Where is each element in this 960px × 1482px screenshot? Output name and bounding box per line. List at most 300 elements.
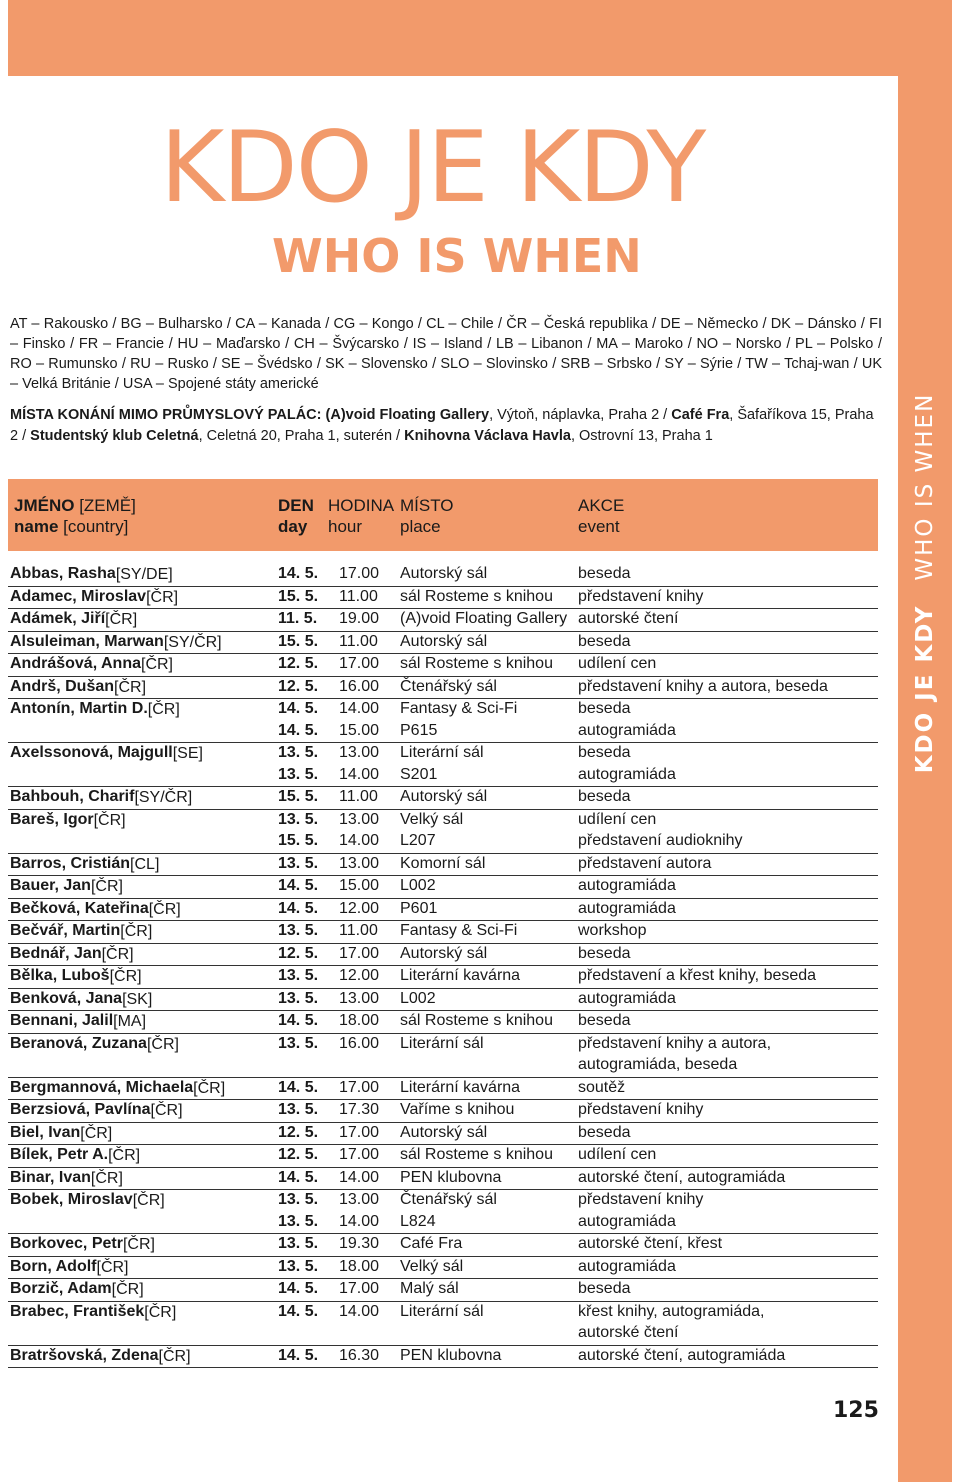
table-row-line bbox=[8, 1346, 878, 1368]
header-event-en: event bbox=[578, 517, 620, 536]
table-row bbox=[8, 587, 878, 610]
event-type: představení knihy a autora, bbox=[578, 1034, 772, 1052]
event-hour: 14.00 bbox=[339, 765, 380, 783]
table-row bbox=[8, 677, 878, 700]
author-surname-first: Bělka, Luboš bbox=[10, 967, 110, 984]
event-place: sál Rosteme s knihou bbox=[400, 587, 553, 605]
event-hour: 17.00 bbox=[339, 1123, 380, 1141]
table-row bbox=[8, 876, 878, 899]
table-row-line bbox=[8, 899, 878, 921]
event-day: 13. 5. bbox=[278, 1101, 319, 1118]
event-day: 13. 5. bbox=[278, 922, 319, 939]
author-country: [ČR] bbox=[146, 1035, 179, 1053]
event-day: 15. 5. bbox=[278, 832, 319, 849]
table-row bbox=[8, 1234, 878, 1257]
table-row bbox=[8, 989, 878, 1012]
author-name bbox=[10, 1078, 226, 1097]
event-hour: 12.00 bbox=[339, 967, 380, 984]
event-day: 15. 5. bbox=[278, 788, 319, 805]
author-surname-first: Bednář, Jan bbox=[10, 944, 102, 962]
side-label-en: WHO IS WHEN bbox=[912, 392, 938, 581]
event-place: Literární kavárna bbox=[400, 967, 521, 984]
event-day: 14. 5. bbox=[278, 721, 319, 739]
event-place: P601 bbox=[400, 899, 438, 917]
event-hour: 11.00 bbox=[339, 587, 378, 605]
table-row-line bbox=[8, 1145, 878, 1167]
side-label-cz: KDO JE KDY bbox=[912, 604, 938, 774]
author-country: [ČR] bbox=[93, 811, 126, 829]
header-name-en: name [country] bbox=[14, 517, 129, 536]
event-type: udílení cen bbox=[578, 655, 657, 672]
event-type: autogramiáda bbox=[578, 1257, 676, 1275]
header-hour: HODINA bbox=[328, 496, 395, 515]
side-label bbox=[898, 76, 952, 1482]
event-day: 12. 5. bbox=[278, 1146, 319, 1163]
event-place: PEN klubovna bbox=[400, 1346, 502, 1364]
author-name bbox=[10, 1191, 165, 1209]
author-name bbox=[10, 655, 173, 673]
author-name bbox=[10, 1346, 191, 1365]
event-day: 14. 5. bbox=[278, 565, 319, 582]
table-row-line bbox=[8, 989, 878, 1011]
author-country: [ČR] bbox=[120, 923, 153, 940]
author-country: [ČR] bbox=[90, 878, 123, 895]
table-row-line bbox=[8, 609, 878, 631]
author-name bbox=[10, 967, 142, 985]
table-row-line bbox=[8, 1323, 878, 1345]
table-row-line bbox=[8, 1257, 878, 1279]
author-surname-first: Berzsiová, Pavlína bbox=[10, 1101, 151, 1118]
author-country: [ČR] bbox=[158, 1347, 191, 1365]
table-row-line bbox=[8, 787, 878, 809]
author-name bbox=[10, 922, 153, 940]
event-day: 13. 5. bbox=[278, 1191, 319, 1208]
event-type: udílení cen bbox=[578, 1146, 657, 1163]
author-country: [ČR] bbox=[80, 1124, 113, 1142]
header-place: MÍSTO bbox=[400, 496, 454, 515]
author-country: [ČR] bbox=[141, 656, 173, 673]
event-hour: 13.00 bbox=[339, 744, 380, 761]
table-row bbox=[8, 1168, 878, 1191]
table-row bbox=[8, 787, 878, 810]
author-country: [ČR] bbox=[132, 1192, 165, 1209]
event-type: beseda bbox=[578, 1012, 631, 1029]
author-name bbox=[10, 1257, 129, 1276]
event-day: 13. 5. bbox=[278, 1235, 319, 1252]
author-country: [ČR] bbox=[148, 900, 181, 918]
event-day: 14. 5. bbox=[278, 1078, 319, 1096]
table-row bbox=[8, 564, 878, 587]
event-type: autogramiáda bbox=[578, 899, 676, 917]
event-type: představení knihy bbox=[578, 1191, 704, 1208]
author-country: [SE] bbox=[172, 745, 203, 762]
author-country: [ČR] bbox=[90, 1169, 123, 1187]
table-row-line bbox=[8, 921, 878, 943]
event-place: Čtenářský sál bbox=[400, 1191, 497, 1208]
header-event: AKCE bbox=[578, 496, 625, 515]
event-type: představení autora bbox=[578, 854, 712, 872]
event-type: autogramiáda, beseda bbox=[578, 1056, 738, 1073]
author-name bbox=[10, 1168, 123, 1187]
event-day: 13. 5. bbox=[278, 765, 319, 783]
event-place: Komorní sál bbox=[400, 854, 486, 872]
event-day: 13. 5. bbox=[278, 1257, 319, 1275]
event-place: Autorský sál bbox=[400, 1123, 488, 1141]
event-hour: 17.00 bbox=[339, 1280, 380, 1297]
author-surname-first: Brabec, František bbox=[10, 1302, 145, 1320]
event-type: beseda bbox=[578, 1280, 631, 1297]
table-row-line bbox=[8, 966, 878, 988]
event-type: beseda bbox=[578, 700, 631, 717]
event-day: 14. 5. bbox=[278, 1012, 319, 1029]
country-legend: AT – Rakousko / BG – Bulharsko / CA – Kanada / CG – Kongo / CL – Chile / ČR – Česká republika / DE – Německo / DK – Dánsko / FI – Finsko / FR – Francie / HU – Maďarsko / CH – Švýcarsko / IS – Island / LB – Libanon / MA – Maroko / NO – Norsko / PL – Polsko / RO – Rumunsko / RU – Rusko / SE – Švédsko / SK – Slovensko / SLO – Slovinsko / SRB – Srbsko / SY – Sýrie / TW – Tchaj-wan / UK – Velká Británie / USA – Spojené státy americké bbox=[10, 316, 882, 392]
author-surname-first: Adamec, Miroslav bbox=[10, 587, 147, 605]
event-place: Fantasy & Sci-Fi bbox=[400, 922, 518, 939]
event-day: 14. 5. bbox=[278, 877, 319, 894]
table-row bbox=[8, 1257, 878, 1280]
author-name bbox=[10, 1235, 155, 1253]
event-day: 13. 5. bbox=[278, 1212, 319, 1230]
author-country: [ČR] bbox=[147, 701, 180, 718]
event-type: beseda bbox=[578, 565, 631, 582]
table-header bbox=[8, 479, 878, 551]
venue-address: , Šafaříkova 15, Praha 2 / bbox=[10, 407, 874, 444]
author-name bbox=[10, 1123, 113, 1142]
table-row bbox=[8, 654, 878, 677]
event-hour: 18.00 bbox=[339, 1257, 380, 1275]
table-row-line bbox=[8, 854, 878, 876]
author-name bbox=[10, 1302, 177, 1321]
author-surname-first: Born, Adolf bbox=[10, 1257, 97, 1275]
event-place: Literární sál bbox=[400, 1034, 484, 1052]
table-row-line bbox=[8, 944, 878, 966]
table-row-line bbox=[8, 1011, 878, 1033]
event-hour: 13.00 bbox=[339, 854, 380, 872]
event-hour: 12.00 bbox=[339, 899, 380, 917]
author-surname-first: Antonín, Martin D. bbox=[10, 700, 148, 717]
event-place: Autorský sál bbox=[400, 788, 488, 805]
venues-label: MÍSTA KONÁNÍ MIMO PRŮMYSLOVÝ PALÁC: bbox=[10, 407, 322, 423]
author-country: [ČR] bbox=[111, 1281, 144, 1298]
event-day: 12. 5. bbox=[278, 944, 319, 962]
page-subtitle: WHO IS WHEN bbox=[272, 229, 642, 283]
event-day: 13. 5. bbox=[278, 1034, 319, 1052]
author-country: [MA] bbox=[113, 1013, 147, 1030]
author-surname-first: Borzič, Adam bbox=[10, 1280, 112, 1297]
author-surname-first: Beranová, Zuzana bbox=[10, 1034, 147, 1052]
event-type: autorské čtení, autogramiáda bbox=[578, 1168, 786, 1186]
author-name bbox=[10, 565, 173, 583]
author-name bbox=[10, 587, 179, 606]
event-day: 14. 5. bbox=[278, 1168, 319, 1186]
event-hour: 11.00 bbox=[339, 788, 378, 805]
event-hour: 17.00 bbox=[339, 944, 380, 962]
table-row-line bbox=[8, 564, 878, 586]
table-row-line bbox=[8, 831, 878, 853]
author-country: [SY/ČR] bbox=[163, 633, 222, 651]
author-name bbox=[10, 632, 222, 651]
event-place: sál Rosteme s knihou bbox=[400, 1146, 553, 1163]
venue-name: Studentský klub Celetná bbox=[30, 428, 199, 444]
author-surname-first: Bratršovská, Zdena bbox=[10, 1346, 159, 1364]
header-place-en: place bbox=[400, 517, 441, 536]
event-place: Autorský sál bbox=[400, 944, 488, 962]
table-row bbox=[8, 609, 878, 632]
event-hour: 17.00 bbox=[339, 655, 380, 672]
event-type: autorské čtení bbox=[578, 1324, 679, 1341]
event-day: 13. 5. bbox=[278, 989, 319, 1007]
table-row-line bbox=[8, 699, 878, 721]
top-color-band bbox=[8, 0, 952, 76]
event-day: 13. 5. bbox=[278, 854, 319, 872]
event-place: (A)void Floating Gallery bbox=[400, 610, 568, 627]
author-country: [ČR] bbox=[108, 1147, 141, 1164]
table-row bbox=[8, 1302, 878, 1346]
author-country: [SY/DE] bbox=[115, 566, 173, 583]
event-type: představení knihy bbox=[578, 1101, 704, 1118]
event-day: 12. 5. bbox=[278, 655, 319, 672]
table-row bbox=[8, 1123, 878, 1146]
event-type: beseda bbox=[578, 788, 631, 805]
event-type: autogramiáda bbox=[578, 877, 676, 894]
event-hour: 17.30 bbox=[339, 1101, 380, 1118]
venue-address: , Ostrovní 13, Praha 1 bbox=[570, 428, 713, 444]
event-type: představení knihy a autora, beseda bbox=[578, 677, 828, 695]
author-surname-first: Alsuleiman, Marwan bbox=[10, 632, 164, 650]
event-hour: 13.00 bbox=[339, 1191, 380, 1208]
header-hour-en: hour bbox=[328, 517, 363, 536]
table-row-line bbox=[8, 743, 878, 765]
event-hour: 16.00 bbox=[339, 1034, 380, 1052]
event-hour: 15.00 bbox=[339, 877, 380, 894]
event-hour: 14.00 bbox=[339, 1168, 380, 1186]
event-day: 14. 5. bbox=[278, 1280, 319, 1297]
table-row bbox=[8, 743, 878, 787]
event-place: Velký sál bbox=[400, 810, 464, 828]
event-type: soutěž bbox=[578, 1078, 626, 1096]
author-surname-first: Bečková, Kateřina bbox=[10, 899, 149, 917]
table-row bbox=[8, 854, 878, 877]
author-country: [ČR] bbox=[150, 1102, 183, 1119]
event-type: autogramiáda bbox=[578, 989, 676, 1007]
event-type: autorské čtení, autogramiáda bbox=[578, 1346, 786, 1364]
event-place: sál Rosteme s knihou bbox=[400, 655, 553, 672]
table-row-line bbox=[8, 1234, 878, 1256]
table-row-line bbox=[8, 1123, 878, 1145]
table-row bbox=[8, 810, 878, 854]
author-name bbox=[10, 677, 147, 696]
table-row-line bbox=[8, 876, 878, 898]
table-row-line bbox=[8, 1078, 878, 1100]
event-hour: 17.00 bbox=[339, 1078, 380, 1096]
author-country: [ČR] bbox=[146, 588, 179, 606]
author-name bbox=[10, 989, 153, 1008]
table-row bbox=[8, 1078, 878, 1101]
event-day: 15. 5. bbox=[278, 632, 319, 650]
event-type: autorské čtení, křest bbox=[578, 1235, 723, 1252]
table-row bbox=[8, 1279, 878, 1302]
author-surname-first: Andrášová, Anna bbox=[10, 655, 141, 672]
table-row-line bbox=[8, 1055, 878, 1077]
header-day-en: day bbox=[278, 517, 308, 536]
table-row-line bbox=[8, 1212, 878, 1234]
author-country: [ČR] bbox=[144, 1303, 177, 1321]
author-name bbox=[10, 1146, 141, 1164]
event-type: představení knihy bbox=[578, 587, 704, 605]
author-surname-first: Bauer, Jan bbox=[10, 877, 91, 894]
schedule-table bbox=[8, 564, 878, 1368]
event-hour: 15.00 bbox=[339, 721, 380, 739]
event-hour: 14.00 bbox=[339, 700, 380, 717]
event-hour: 11.00 bbox=[339, 632, 378, 650]
table-row bbox=[8, 1190, 878, 1234]
author-surname-first: Axelssonová, Majgull bbox=[10, 744, 173, 761]
table-row-line bbox=[8, 810, 878, 832]
author-surname-first: Bahbouh, Charif bbox=[10, 788, 135, 805]
author-country: [ČR] bbox=[109, 968, 142, 985]
event-type: autogramiáda bbox=[578, 765, 676, 783]
page-title: KDO JE KDY bbox=[160, 111, 705, 225]
venue-address: , Výtoň, náplavka, Praha 2 / bbox=[489, 407, 672, 423]
author-surname-first: Bílek, Petr A. bbox=[10, 1146, 109, 1163]
header-name: JMÉNO [ZEMĚ] bbox=[14, 496, 136, 515]
table-row bbox=[8, 1100, 878, 1123]
table-row-line bbox=[8, 1279, 878, 1301]
header-day: DEN bbox=[278, 496, 314, 515]
event-place: Fantasy & Sci-Fi bbox=[400, 700, 518, 717]
event-place: Café Fra bbox=[400, 1235, 463, 1252]
event-place: Velký sál bbox=[400, 1257, 464, 1275]
table-row bbox=[8, 966, 878, 989]
author-surname-first: Benková, Jana bbox=[10, 989, 123, 1007]
event-day: 15. 5. bbox=[278, 587, 319, 605]
event-type: workshop bbox=[578, 922, 647, 939]
author-country: [ČR] bbox=[193, 1079, 226, 1097]
table-row-line bbox=[8, 1168, 878, 1190]
event-day: 12. 5. bbox=[278, 1123, 319, 1141]
event-place: L824 bbox=[400, 1212, 436, 1230]
event-type: beseda bbox=[578, 1123, 631, 1141]
page-number: 125 bbox=[833, 1398, 879, 1423]
event-type: autorské čtení bbox=[578, 610, 679, 627]
event-place: Literární sál bbox=[400, 744, 484, 761]
author-surname-first: Bennani, Jalil bbox=[10, 1012, 114, 1029]
author-surname-first: Bareš, Igor bbox=[10, 810, 94, 828]
event-type: beseda bbox=[578, 944, 631, 962]
event-place: L002 bbox=[400, 877, 436, 894]
table-row bbox=[8, 899, 878, 922]
author-name bbox=[10, 877, 123, 895]
venue-address: , Celetná 20, Praha 1, suterén / bbox=[198, 428, 405, 444]
author-name bbox=[10, 1280, 144, 1298]
event-place: L207 bbox=[400, 832, 436, 849]
author-name bbox=[10, 700, 180, 718]
event-hour: 17.00 bbox=[339, 1146, 380, 1163]
event-place: Malý sál bbox=[400, 1280, 459, 1297]
table-row bbox=[8, 1346, 878, 1369]
event-day: 14. 5. bbox=[278, 1302, 319, 1320]
event-place: PEN klubovna bbox=[400, 1168, 502, 1186]
event-day: 14. 5. bbox=[278, 899, 319, 917]
author-country: [ČR] bbox=[105, 611, 138, 628]
author-surname-first: Biel, Ivan bbox=[10, 1123, 81, 1141]
author-name bbox=[10, 944, 134, 963]
event-hour: 14.00 bbox=[339, 1302, 380, 1320]
author-name bbox=[10, 788, 193, 806]
venue-name: Café Fra bbox=[671, 407, 730, 423]
event-hour: 16.00 bbox=[339, 677, 380, 695]
event-type: beseda bbox=[578, 744, 631, 761]
table-row-line bbox=[8, 587, 878, 609]
table-row-line bbox=[8, 1100, 878, 1122]
table-row bbox=[8, 1034, 878, 1078]
author-surname-first: Binar, Ivan bbox=[10, 1168, 91, 1186]
event-hour: 13.00 bbox=[339, 989, 380, 1007]
event-day: 13. 5. bbox=[278, 967, 319, 984]
author-country: [ČR] bbox=[96, 1258, 129, 1276]
author-name bbox=[10, 744, 203, 762]
table-row bbox=[8, 921, 878, 944]
table-row bbox=[8, 699, 878, 743]
table-row-line bbox=[8, 765, 878, 787]
event-hour: 13.00 bbox=[339, 810, 380, 828]
event-place: Literární kavárna bbox=[400, 1078, 521, 1096]
event-place: S201 bbox=[400, 765, 438, 783]
event-place: sál Rosteme s knihou bbox=[400, 1012, 553, 1029]
author-surname-first: Andrš, Dušan bbox=[10, 677, 115, 695]
author-name bbox=[10, 854, 160, 873]
author-name bbox=[10, 610, 138, 628]
table-row-line bbox=[8, 654, 878, 676]
event-day: 13. 5. bbox=[278, 810, 319, 828]
author-name bbox=[10, 1034, 179, 1053]
event-type: představení a křest knihy, beseda bbox=[578, 967, 817, 984]
table-row-line bbox=[8, 721, 878, 743]
table-row-line bbox=[8, 1190, 878, 1212]
author-surname-first: Barros, Cristián bbox=[10, 854, 131, 872]
table-row bbox=[8, 1145, 878, 1168]
author-country: [SY/ČR] bbox=[134, 789, 193, 806]
event-type: udílení cen bbox=[578, 810, 657, 828]
event-type: autogramiáda bbox=[578, 721, 676, 739]
author-name bbox=[10, 899, 181, 918]
table-row bbox=[8, 944, 878, 967]
event-day: 12. 5. bbox=[278, 677, 319, 695]
venue-name: Knihovna Václava Havla bbox=[404, 428, 571, 444]
author-country: [SK] bbox=[122, 990, 153, 1008]
author-country: [ČR] bbox=[101, 945, 134, 963]
event-hour: 11.00 bbox=[339, 922, 378, 939]
author-surname-first: Bečvář, Martin bbox=[10, 922, 121, 939]
author-surname-first: Borkovec, Petr bbox=[10, 1235, 123, 1252]
event-type: beseda bbox=[578, 632, 631, 650]
event-day: 14. 5. bbox=[278, 1346, 319, 1364]
table-row-line bbox=[8, 1034, 878, 1056]
event-place: Autorský sál bbox=[400, 632, 488, 650]
author-surname-first: Adámek, Jiří bbox=[10, 610, 106, 627]
table-row-line bbox=[8, 1302, 878, 1324]
event-hour: 17.00 bbox=[339, 565, 380, 582]
table-row bbox=[8, 632, 878, 655]
venue-name: (A)void Floating Gallery bbox=[325, 407, 490, 423]
event-type: křest knihy, autogramiáda, bbox=[578, 1302, 765, 1320]
event-place: Literární sál bbox=[400, 1302, 484, 1320]
author-surname-first: Bobek, Miroslav bbox=[10, 1191, 133, 1208]
author-country: [ČR] bbox=[114, 678, 147, 696]
event-day: 13. 5. bbox=[278, 744, 319, 761]
event-hour: 16.30 bbox=[339, 1346, 380, 1364]
event-place: Čtenářský sál bbox=[400, 677, 497, 695]
